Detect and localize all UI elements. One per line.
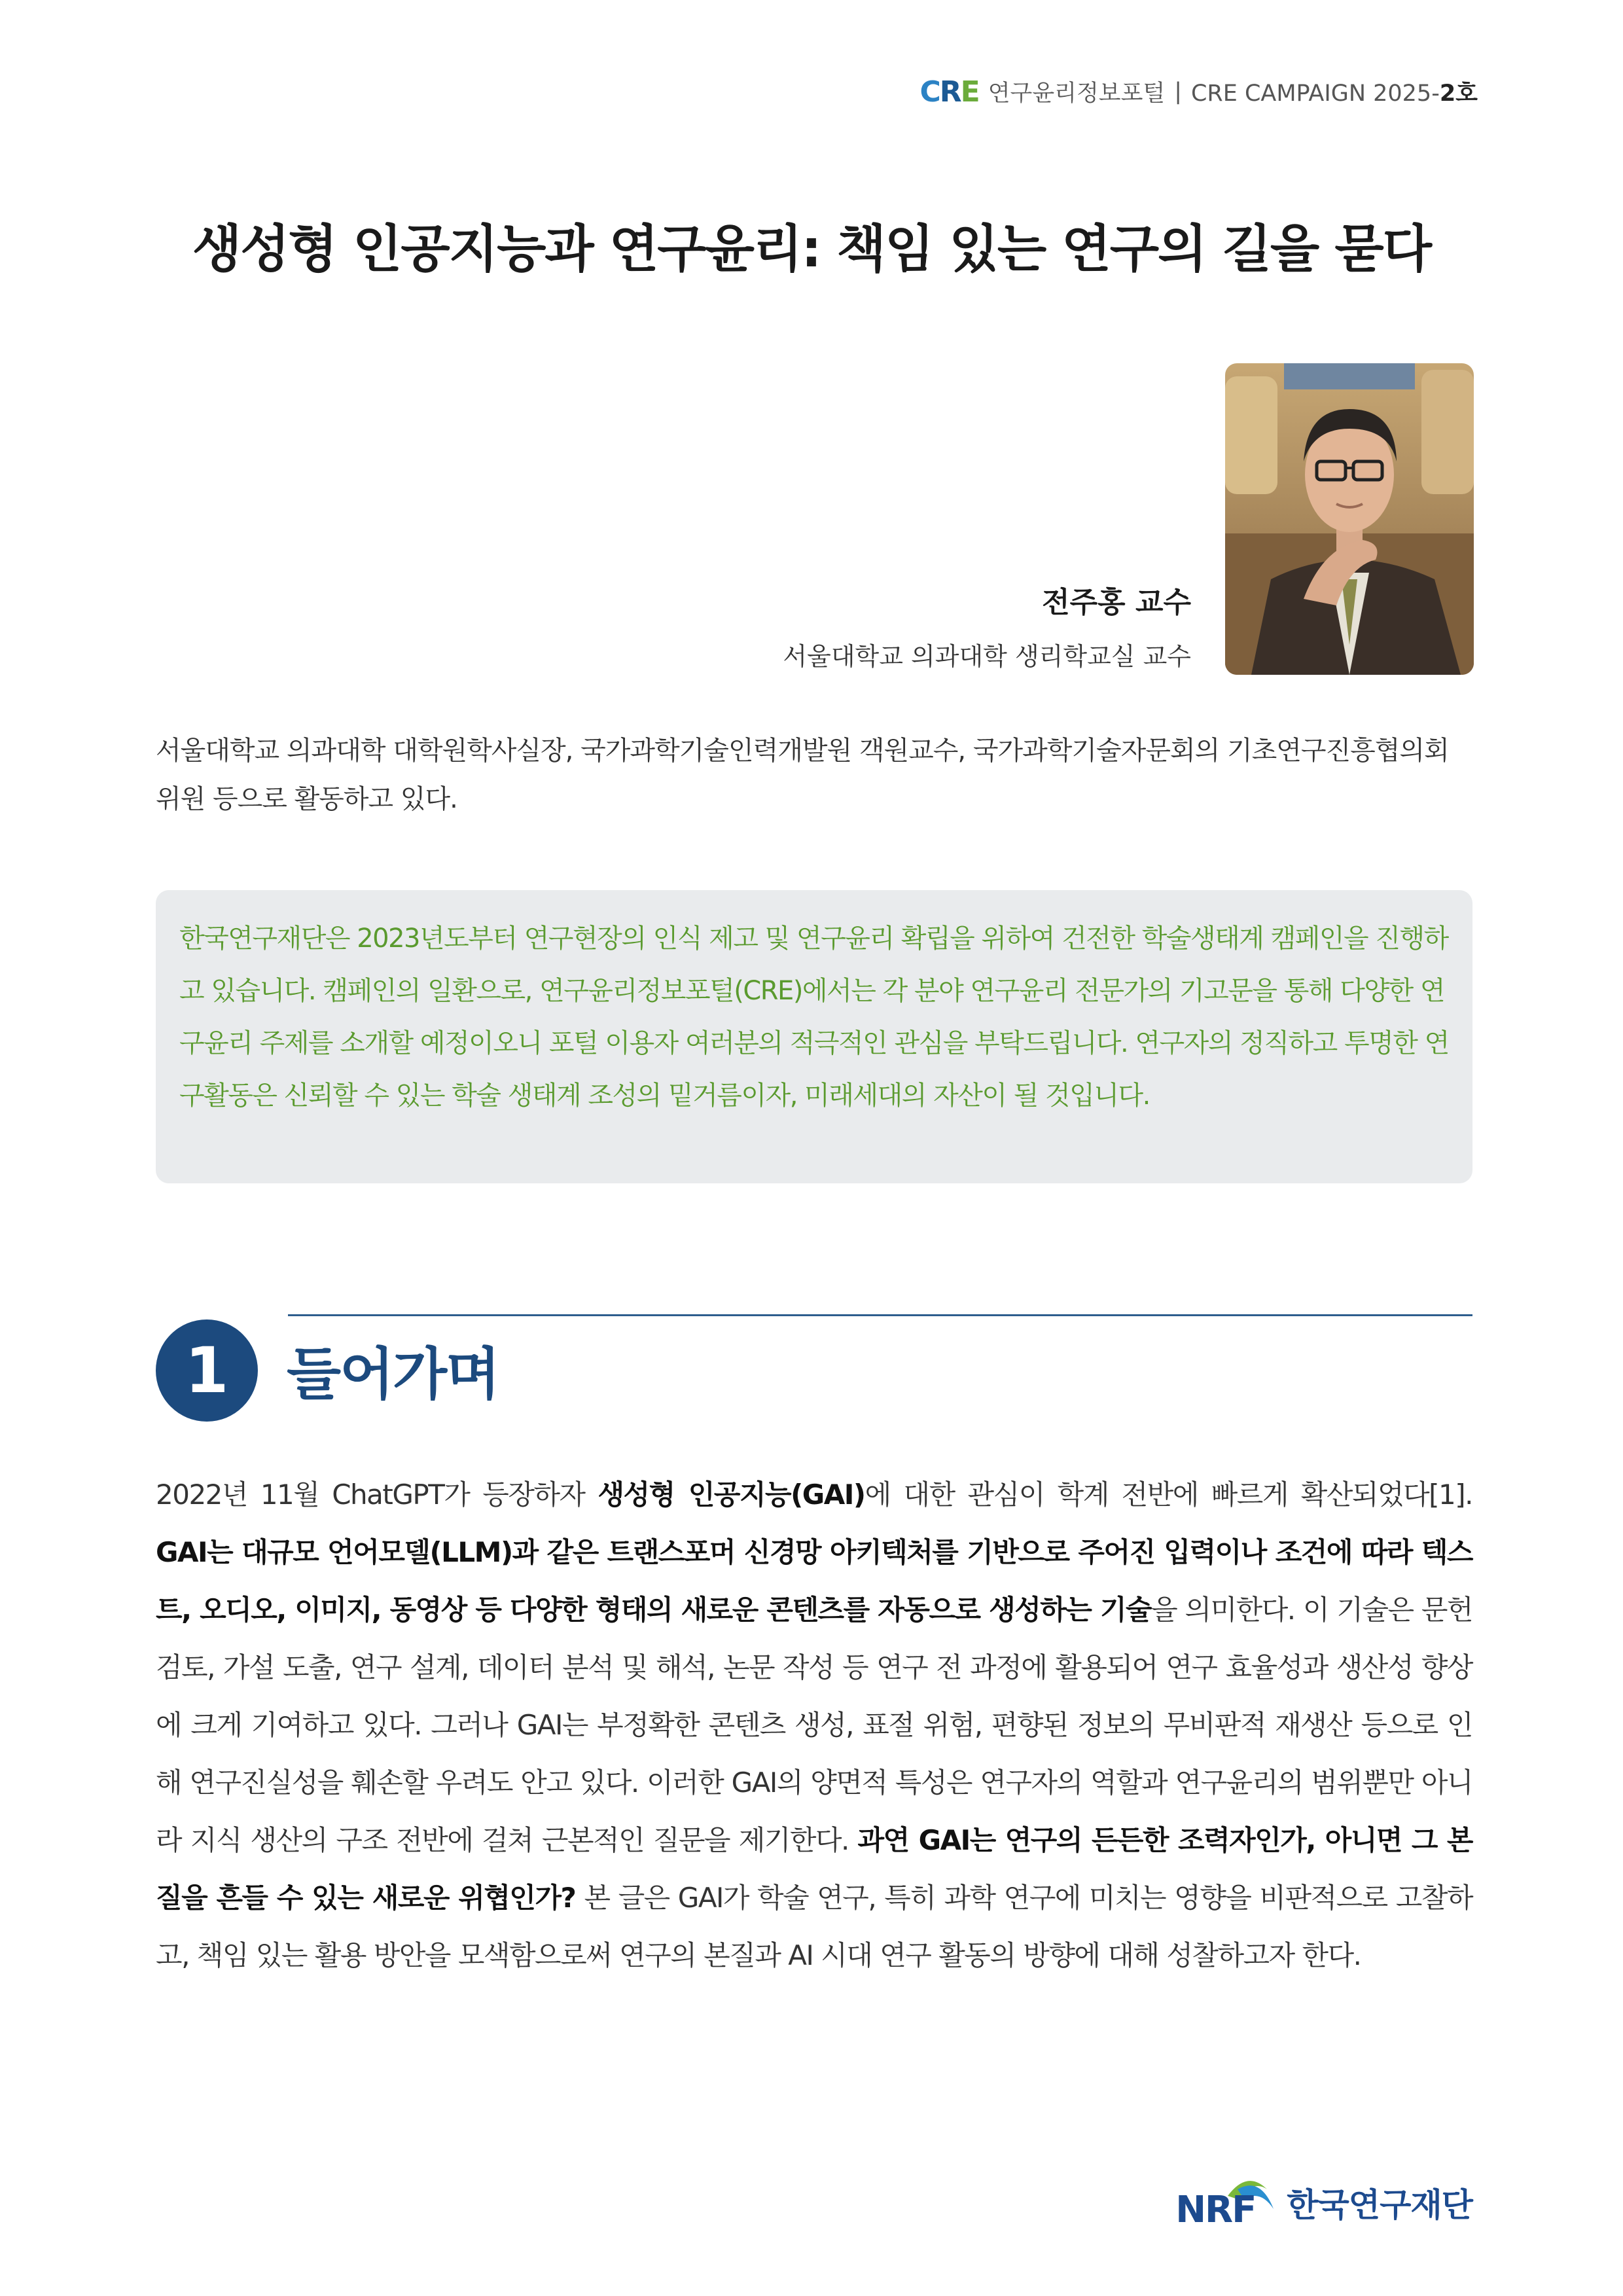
nrf-org-name: 한국연구재단 bbox=[1287, 2186, 1472, 2224]
header-issue: 2호 bbox=[1439, 81, 1478, 107]
body-bold-question: 과연 GAI는 연구의 든든한 조력자인가, 아니면 그 본질을 흔들 수 있는 새로운 위협인가? bbox=[156, 1824, 1472, 1914]
campaign-notice-text: 한국연구재단은 2023년도부터 연구현장의 인식 제고 및 연구윤리 확립을 위하여 건전한 학술생태계 캠페인을 진행하고 있습니다. 캠페인의 일환으로, 연구윤리정보포털(CRE)에서는 각 분야 연구윤리 전문가의 기고문을 통해 다양한 연구윤리 주제를 소개할 예정이오니 포털 이용자 여러분의 적극적인 관심을 부탁드립니다. 연구자의 정직하고 투명한 연구활동은 신뢰할 수 있는 학술 생태계 조성의 밑거름이자, 미래세대의 자산이 될 것입니다. bbox=[179, 924, 1449, 1111]
header-campaign: CRE CAMPAIGN 2025-2호 bbox=[1190, 81, 1478, 107]
body-paragraph: 2022년 11월 ChatGPT가 등장하자 생성형 인공지능(GAI)에 대한 관심이 학계 전반에 빠르게 확산되었다[1]. GAI는 대규모 언어모델(LLM)과 같은 트랜스포머 신경망 아키텍처를 기반으로 주어진 입력이나 조건에 따라 텍스트, 오디오, 이미지, 동영상 등 다양한 형태의 새로운 콘텐츠를 자동으로 생성하는 기술을 의미한다. 이 기술은 문헌 검토, 가설 도출, 연구 설계, 데이터 분석 및 해석, 논문 작성 등 연구 전 과정에 활용되어 연구 효율성과 생산성 향상에 크게 기여하고 있다. 그러나 GAI는 부정확한 콘텐츠 생성, 표절 위험, 편향된 정보의 무비판적 재생산 등으로 인해 연구진실성을 훼손할 우려도 안고 있다. 이러한 GAI의 양면적 특성은 연구자의 역할과 연구윤리의 범위뿐만 아니라 지식 생산의 구조 전반에 걸쳐 근본적인 질문을 제기한다. 과연 GAI는 연구의 든든한 조력자인가, 아니면 그 본질을 흔들 수 있는 새로운 위협인가? 본 글은 GAI가 학술 연구, 특히 과학 연구에 미치는 영향을 비판적으로 고찰하고, 책임 있는 활용 방안을 모색함으로써 연구의 본질과 AI 시대 연구 활동의 방향에 대해 성찰하고자 한다. bbox=[156, 1479, 1473, 1971]
author-name: 전주홍 교수 bbox=[1042, 586, 1191, 619]
cre-logo: C R E bbox=[919, 75, 979, 109]
author-photo bbox=[1225, 363, 1474, 675]
body-bold-gai: 생성형 인공지능(GAI) bbox=[597, 1479, 865, 1511]
page-header bbox=[919, 72, 1478, 111]
campaign-notice-box bbox=[156, 890, 1472, 1183]
nrf-footer-logo bbox=[1175, 2166, 1472, 2238]
header-separator: | bbox=[1174, 79, 1182, 105]
header-portal-name: 연구윤리정보포털 bbox=[988, 81, 1166, 107]
author-affiliation: 서울대학교 의과대학 생리학교실 교수 bbox=[783, 642, 1191, 671]
section-number-badge: 1 bbox=[156, 1319, 258, 1422]
author-portrait-icon bbox=[1225, 363, 1474, 675]
author-bio: 서울대학교 의과대학 대학원학사실장, 국가과학기술인력개발원 객원교수, 국가과학기술자문회의 기초연구진흥협의회 위원 등으로 활동하고 있다. bbox=[156, 736, 1449, 814]
article-title: 생성형 인공지능과 연구윤리: 책임 있는 연구의 길을 묻다 bbox=[192, 220, 1431, 279]
nrf-logo: NRF bbox=[1175, 2170, 1274, 2235]
body-bold-definition: GAI는 대규모 언어모델(LLM)과 같은 트랜스포머 신경망 아키텍처를 기반으로 주어진 입력이나 조건에 따라 텍스트, 오디오, 이미지, 동영상 등 다양한 형태의 새로운 콘텐츠를 자동으로 생성하는 기술 bbox=[156, 1536, 1472, 1626]
section-divider bbox=[288, 1314, 1472, 1316]
section-title: 들어가며 bbox=[287, 1342, 499, 1407]
